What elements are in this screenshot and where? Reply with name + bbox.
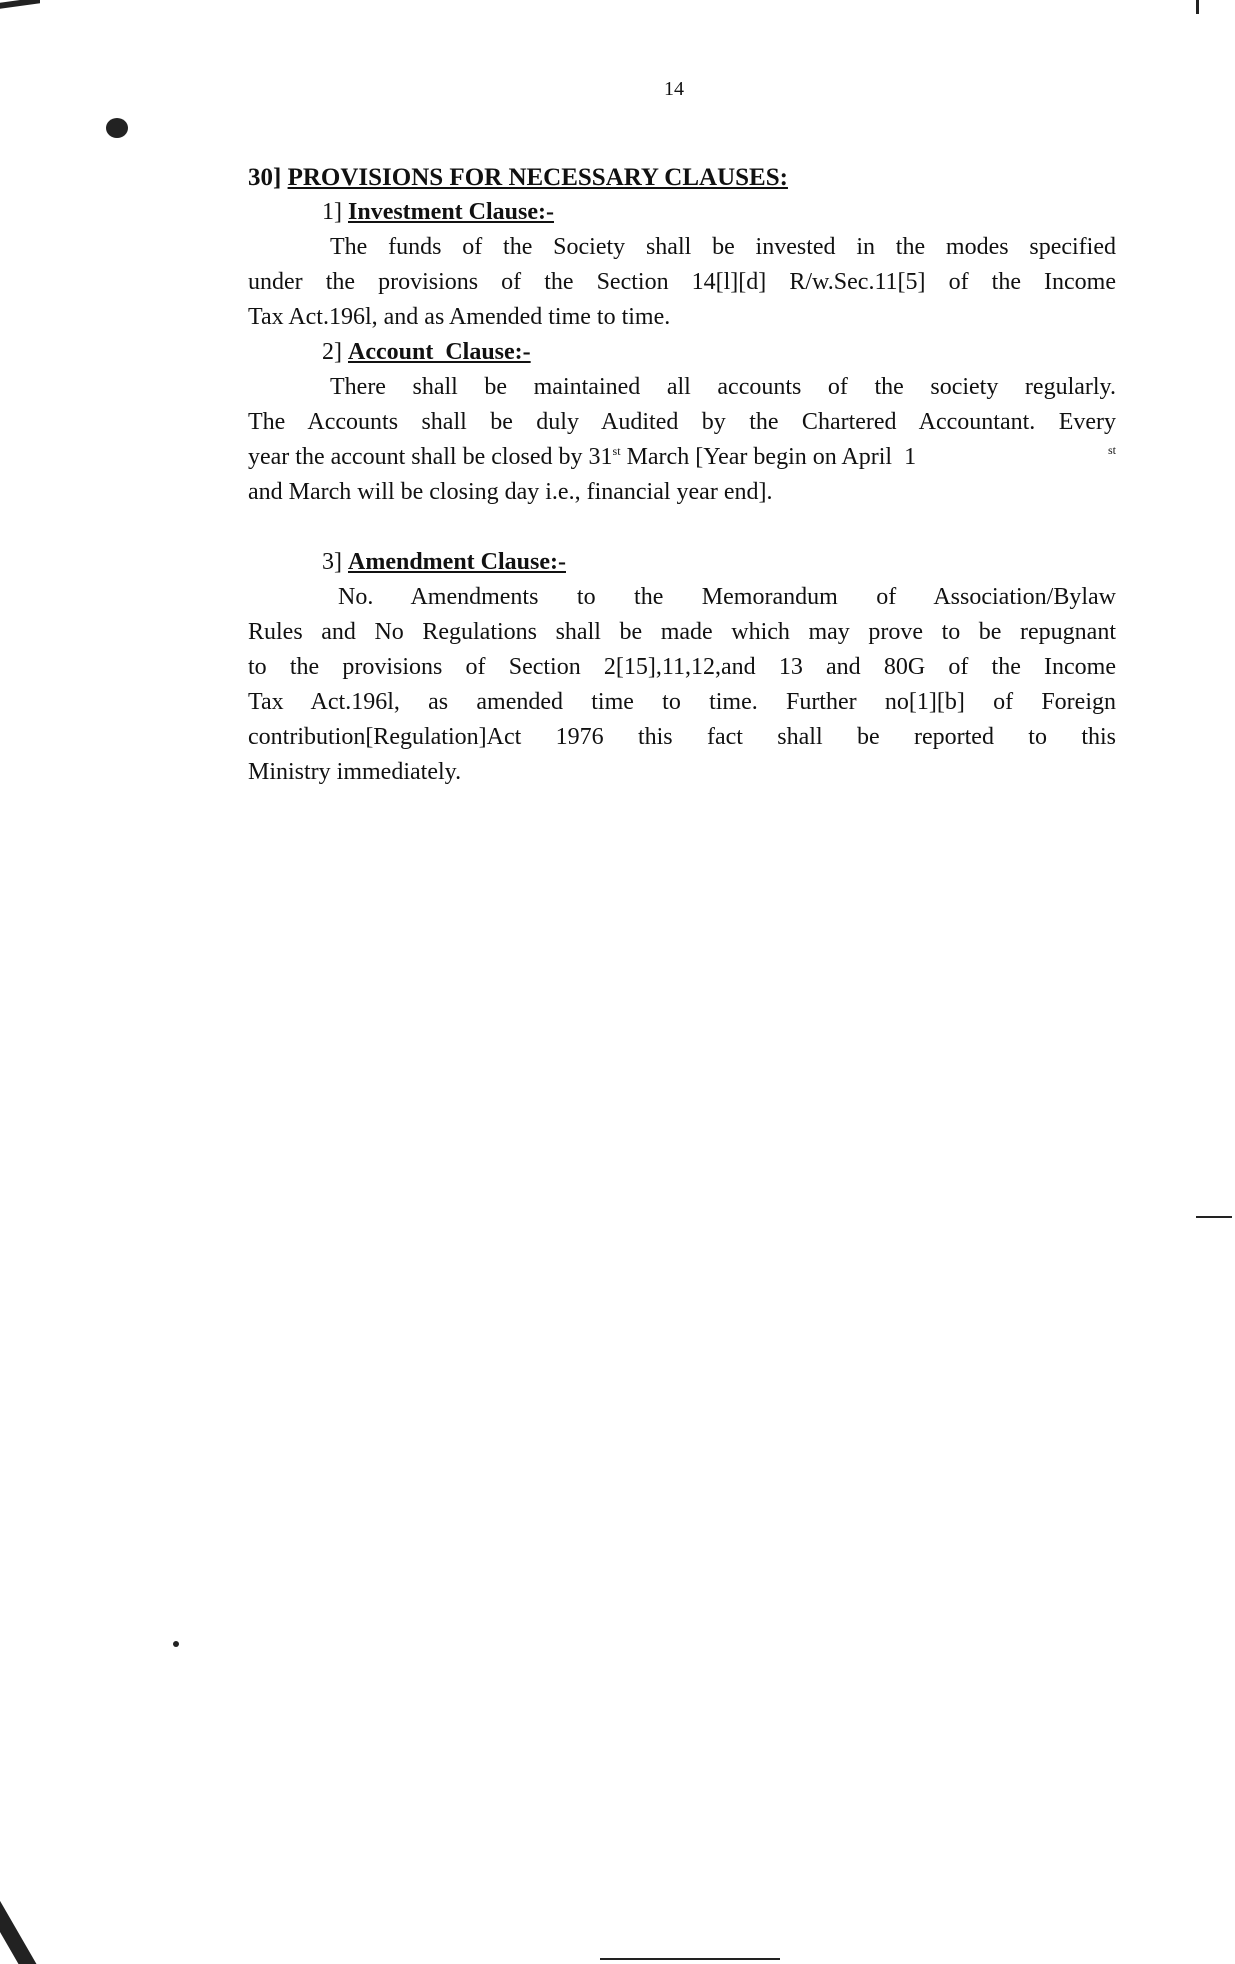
clause-3-heading <box>248 545 1116 580</box>
paragraph-line: Ministry immediately. <box>248 759 462 785</box>
paragraph-line: contribution[Regulation]Act 1976 this fact shall be reported to this <box>248 724 1116 750</box>
scan-artifact <box>600 1958 780 1960</box>
page-number: 14 <box>664 78 684 100</box>
superscript: st <box>1107 443 1116 457</box>
paragraph-line: under the provisions of the Section 14[l][d] R/w.Sec.11[5] of the Income <box>248 269 1116 295</box>
paragraph-line: Tax Act.196l, and as Amended time to time. <box>248 304 671 330</box>
clause-number: 3] <box>322 549 342 575</box>
scan-artifact <box>0 1900 36 1964</box>
section-title: PROVISIONS FOR NECESSARY CLAUSES: <box>287 164 788 191</box>
paragraph-line <box>248 440 1116 475</box>
scan-artifact <box>1196 1216 1232 1218</box>
text: March [Year begin on April 1 <box>620 444 917 470</box>
clause-2-heading <box>248 335 1116 370</box>
scan-artifact <box>1196 0 1199 14</box>
clause-title: Amendment Clause:- <box>348 549 566 575</box>
paragraph-line: There shall be maintained all accounts of the society regularly. <box>330 374 1116 400</box>
section-number: 30] <box>248 164 282 191</box>
clause-title: Account Clause:- <box>348 339 531 365</box>
scan-artifact <box>173 1641 179 1647</box>
text: year the account shall be closed by 31 <box>248 444 613 470</box>
paragraph-line: Tax Act.196l, as amended time to time. Further no[1][b] of Foreign <box>248 689 1116 715</box>
paragraph-line: to the provisions of Section 2[15],11,12,and 13 and 80G of the Income <box>248 654 1116 680</box>
paragraph-line: The Accounts shall be duly Audited by the Chartered Accountant. Every <box>248 409 1116 435</box>
clause-number: 2] <box>322 339 342 365</box>
paragraph-line: No. Amendments to the Memorandum of Association/Bylaw <box>338 584 1116 610</box>
superscript: st <box>612 444 621 458</box>
scan-artifact <box>0 0 40 9</box>
section-30 <box>248 160 1116 790</box>
scan-artifact <box>106 118 128 138</box>
section-heading <box>248 160 1116 195</box>
paragraph-line: The funds of the Society shall be invested in the modes specified <box>330 234 1116 260</box>
paragraph-line: and March will be closing day i.e., financial year end]. <box>248 479 773 505</box>
clause-1-heading <box>248 195 1116 230</box>
clause-number: 1] <box>322 199 342 225</box>
paragraph-line: Rules and No Regulations shall be made which may prove to be repugnant <box>248 619 1116 645</box>
clause-title: Investment Clause:- <box>348 199 554 225</box>
